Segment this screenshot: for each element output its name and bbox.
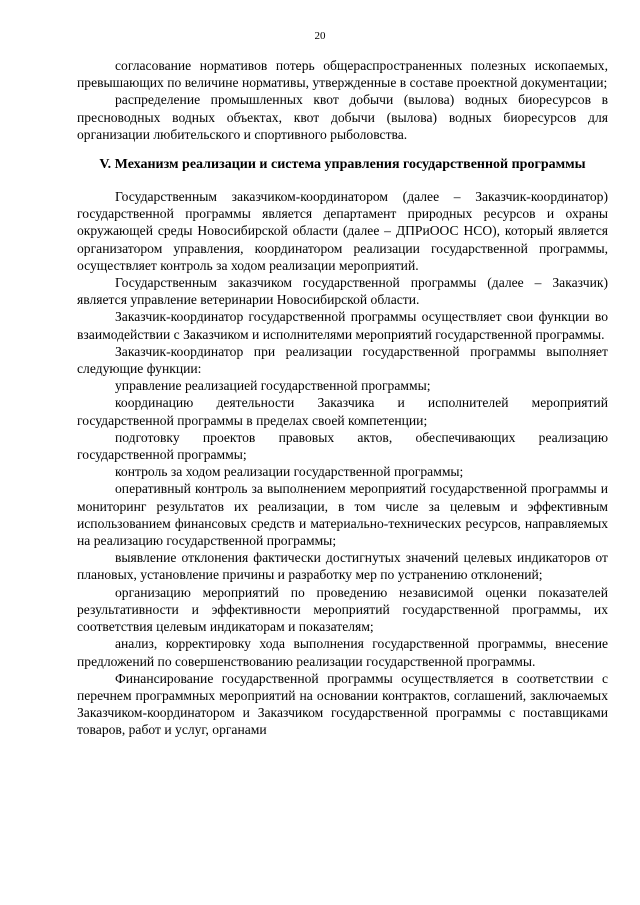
paragraph: распределение промышленных квот добычи (вылова) водных биоресурсов в пресноводных водных объектах, квот добычи (вылова) водных биоресурсов для организации любительского и спортивного рыболовства. xyxy=(77,92,608,142)
paragraph: Финансирование государственной программы осуществляется в соответствии с перечнем программных мероприятий на основании контрактов, соглашений, заключаемых Заказчиком-координатором и Заказчиком государственной программы с поставщиками товаров, работ и услуг, органами xyxy=(77,670,608,738)
page-number: 20 xyxy=(314,30,326,42)
paragraph: Заказчик-координатор государственной программы осуществляет свои функции во взаимодействии с Заказчиком и исполнителями мероприятий государственной программы. xyxy=(77,309,608,342)
section-heading: V. Механизм реализации и система управления государственной программы xyxy=(99,157,586,173)
paragraph: Государственным заказчиком государственной программы (далее – Заказчик) является управление ветеринарии Новосибирской области. xyxy=(77,275,608,308)
paragraph: согласование нормативов потерь общераспространенных полезных ископаемых, превышающих по величине нормативы, утвержденные в составе проектной документации; xyxy=(77,58,608,91)
paragraph: Государственным заказчиком-координатором (далее – Заказчик-координатор) государственной программы является департамент природных ресурсов и охраны окружающей среды Новосибирской области (далее – ДПРиООС НСО), который является организатором управления, координатором реализации государственной программы, осуществляет контроль за ходом реализации мероприятий. xyxy=(77,189,608,273)
paragraph: Заказчик-координатор при реализации государственной программы выполняет следующие функции: xyxy=(77,343,608,377)
list-item: выявление отклонения фактически достигнутых значений целевых индикаторов от плановых, установление причины и разработку мер по устранению отклонений; xyxy=(77,550,608,583)
document-body xyxy=(77,57,608,739)
list-item: оперативный контроль за выполнением мероприятий государственной программы и мониторинг результатов их реализации, в том числе за целевым и эффективным использованием финансовых средств и материально-технических ресурсов, направляемых на реализацию государственной программы; xyxy=(77,481,608,549)
list-item: управление реализацией государственной программы; xyxy=(115,378,431,394)
list-item: координацию деятельности Заказчика и исполнителей мероприятий государственной программы в пределах своей компетенции; xyxy=(77,395,608,428)
list-item: контроль за ходом реализации государственной программы; xyxy=(115,464,464,480)
list-item: подготовку проектов правовых актов, обеспечивающих реализацию государственной программы; xyxy=(77,429,608,463)
list-item: организацию мероприятий по проведению независимой оценки показателей результативности и эффективности мероприятий государственной программы, их соответствия целевым индикаторам и показателям; xyxy=(77,584,608,635)
list-item: анализ, корректировку хода выполнения государственной программы, внесение предложений по совершенствованию реализации государственной программы. xyxy=(77,636,608,669)
